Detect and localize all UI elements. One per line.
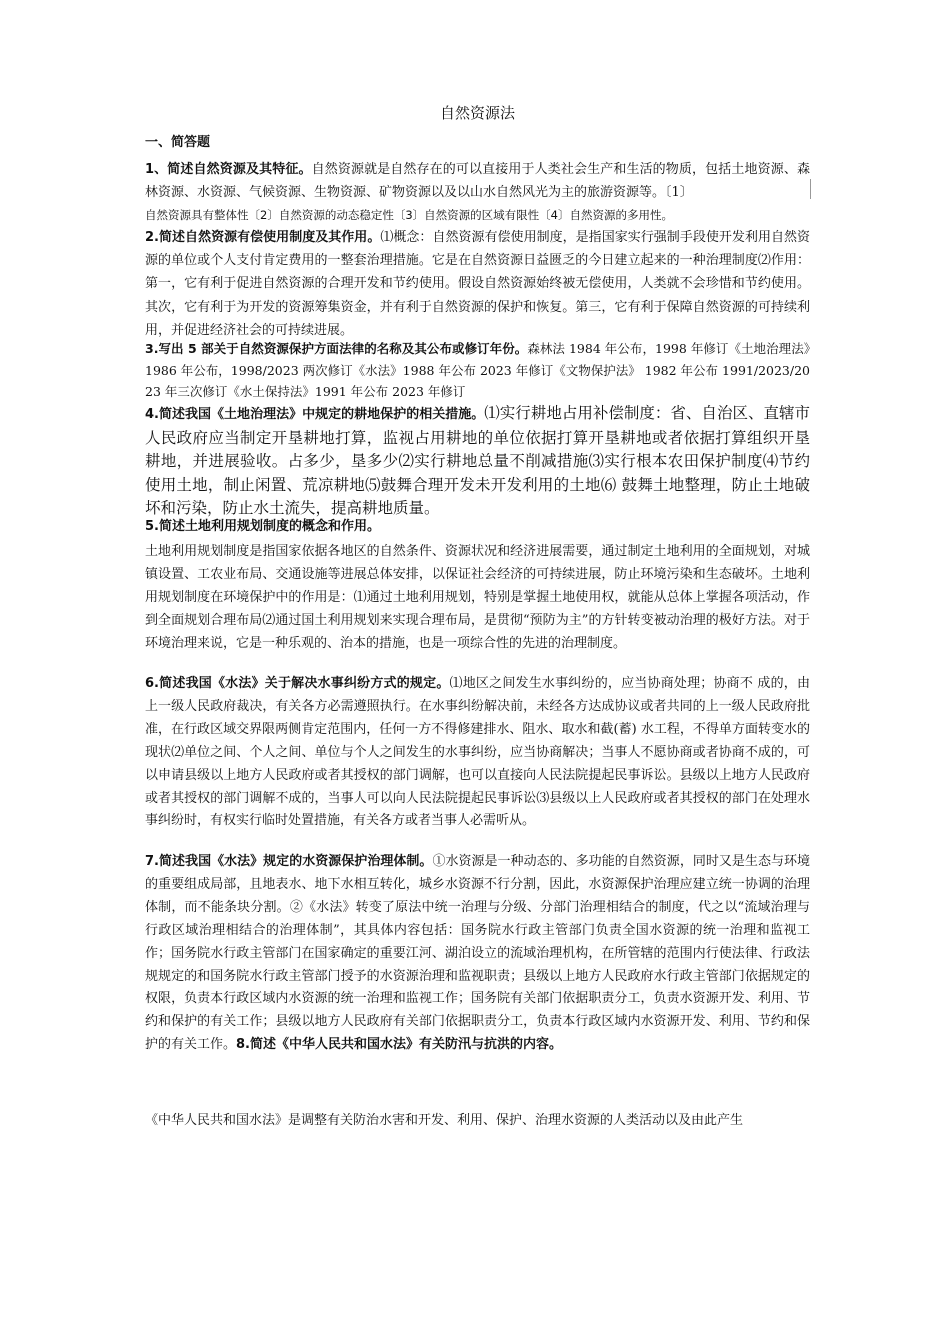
qa-item-2 xyxy=(145,226,810,342)
question-2: 2.简述自然资源有偿使用制度及其作用。 xyxy=(145,230,381,245)
qa-item-7 xyxy=(145,851,810,1057)
question-8: 8.简述《中华人民共和国水法》有关防汛与抗洪的内容。 xyxy=(236,1037,562,1053)
qa-item-6 xyxy=(145,673,810,833)
qa-item-3 xyxy=(145,338,810,403)
answer-8: 《中华人民共和国水法》是调整有关防治水害和开发、利用、保护、治理水资源的人类活动以及由此产生 xyxy=(145,1113,744,1128)
answer-1: 自然资源就是自然存在的可以直接用于人类社会生产和生活的物质，包括土地资源、森林资源、水资源、气候资源、生物资源、矿物资源以及以山水自然风光为主的旅游资源等。〔1〕 xyxy=(145,162,810,200)
answer-7: ①水资源是一种动态的、多功能的自然资源，同时又是生态与环境的重要组成局部，且地表水、地下水相互转化，城乡水资源不行分割，因此，水资源保护治理应建立统一协调的治理体制，而不能条块分割。②《水法》转变了原法中统一治理与分级、分部门治理相结合的制度，代之以“流域治理与行政区域治理相结合的治理体制”，其具体内容包括：国务院水行政主管部门负责全国水资源的统一治理和监视工作；国务院水行政主管部门在国家确定的重要江河、湖泊设立的流域治理机构，在所管辖的范围内行使法律、行政法规规定的和国务院水行政主管部门授予的水资源治理和监视职责；县级以上地方人民政府水行政主管部门依据规定的权限，负责本行政区域内水资源的统一治理和监视工作；国务院有关部门依据职责分工，负责水资源开发、利用、节约和保护的有关工作；县级以地方人民政府有关部门依据职责分工，负责本行政区域内水资源开发、利用、节约和保护的有关工作。 xyxy=(145,854,810,1053)
answer-1-features: 自然资源具有整体性〔2〕自然资源的动态稳定性〔3〕自然资源的区域有限性〔4〕自然资源的多用性。 xyxy=(145,208,673,222)
answer-3: 森林法 1984 年公布，1998 年修订《土地治理法》1986 年公布，1998/2023 两次修订《水法》1988 年公布 2023 年修订《文物保护法》 1982 年公布 1991/2023/2023 年三次修订《水土保持法》1991 年公布 2023 年修订 xyxy=(145,341,810,399)
question-3: 3.写出 5 部关于自然资源保护方面法律的名称及其公布或修订年份。 xyxy=(145,341,528,356)
answer-6: ⑴地区之间发生水事纠纷的，应当协商处理；协商不 成的，由上一级人民政府裁决，有关各方必需遵照执行。在水事纠纷解决前，未经各方达成协议或者共同的上一级人民政府批准，在行政区域交界限两侧肯定范围内，任何一方不得修建排水、阻水、取水和截(蓄) 水工程，不得单方面转变水的现状⑵单位之间、个人之间、单位与个人之间发生的水事纠纷，应当协商解决；当事人不愿协商或者协商不成的，可以申请县级以上地方人民政府或者其授权的部门调解，也可以直接向人民法院提起民事诉讼。县级以上地方人民政府或者其授权的部门调解不成的，当事人可以向人民法院提起民事诉讼⑶县级以上人民政府或者其授权的部门在处理水事纠纷时，有权实行临时处置措施，有关各方或者当事人必需听从。 xyxy=(145,676,810,829)
qa-item-4 xyxy=(145,402,810,521)
answer-5: 土地利用规划制度是指国家依据各地区的自然条件、资源状况和经济进展需要，通过制定土地利用的全面规划，对城镇设置、工农业布局、交通设施等进展总体安排，以保证社会经济的可持续进展，防止环境污染和生态破坏。土地利用规划制度在环境保护中的作用是：⑴通过土地利用规划，特别是掌握土地使用权，就能从总体上掌握各项活动，作到全面规划合理布局⑵通过国土利用规划来实现合理布局，是贯彻“预防为主”的方针转变被动治理的极好方法。对于环境治理来说，它是一种乐观的、治本的措施，也是一项综合性的先进的治理制度。 xyxy=(145,544,810,651)
question-5: 5.简述土地利用规划制度的概念和作用。 xyxy=(145,519,380,534)
answer-4: ⑴实行耕地占用补偿制度：省、自治区、直辖市人民政府应当制定开垦耕地打算，监视占用耕地的单位依据打算开垦耕地或者依据打算组织开垦耕地，并进展验收。占多少，垦多少⑵实行耕地总量不削减措施⑶实行根本农田保护制度⑷节约使用土地，制止闲置、荒凉耕地⑸鼓舞合理开发未开发利用的土地⑹ 鼓舞土地整理，防止土地破坏和污染，防止水土流失，提高耕地质量。 xyxy=(145,404,811,517)
question-4: 4.简述我国《土地治理法》中规定的耕地保护的相关措施。 xyxy=(145,407,485,422)
section-heading: 一、简答题 xyxy=(145,135,211,150)
answer-2: ⑴概念：自然资源有偿使用制度，是指国家实行强制手段使开发利用自然资源的单位或个人支付肯定费用的一整套治理措施。它是在自然资源日益匮乏的今日建立起来的一种治理制度⑵作用：第一，它有利于促进自然资源的合理开发和节约使用。假设自然资源始终被无偿使用，人类就不会珍惜和节约使用。 其次，它有利于为开发的资源筹集资金，并有利于自然资源的保护和恢复。第三，它有利于保障自然资源的可持续利用，并促进经济社会的可持续进展。 xyxy=(145,230,811,338)
document-title: 自然资源法 xyxy=(439,104,515,122)
qa-item-1 xyxy=(145,158,810,227)
question-1: 1、简述自然资源及其特征。 xyxy=(145,162,312,177)
qa-item-5-question xyxy=(145,516,810,539)
page-edge-mark xyxy=(810,179,811,199)
qa-item-8-answer xyxy=(145,1110,810,1133)
question-7: 7.简述我国《水法》规定的水资源保护治理体制。 xyxy=(145,854,433,869)
qa-item-5-answer xyxy=(145,540,810,655)
question-6: 6.简述我国《水法》关于解决水事纠纷方式的规定。 xyxy=(145,676,450,691)
